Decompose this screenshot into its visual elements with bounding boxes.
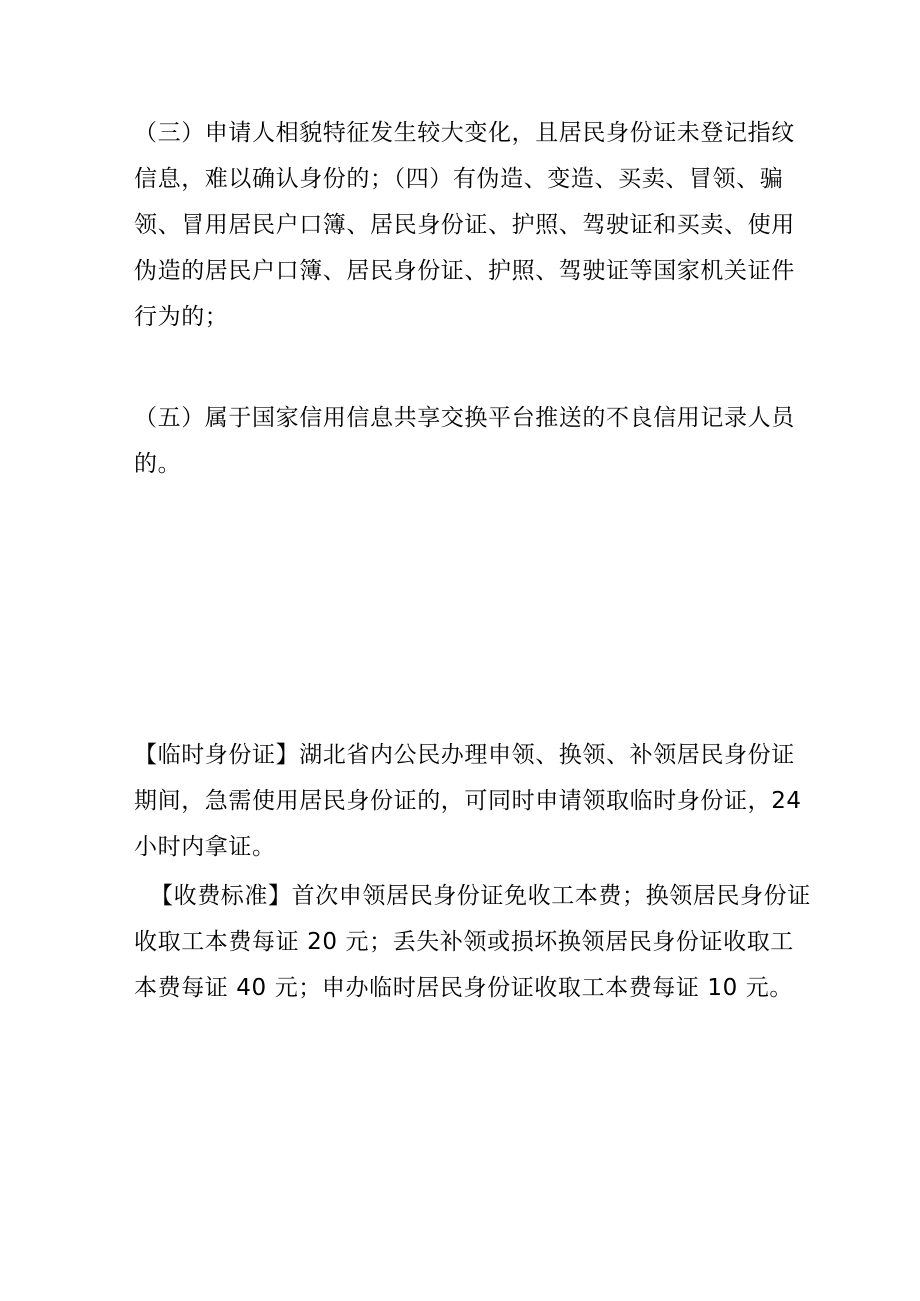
text-line: 收取工本费每证 20 元；丢失补领或损坏换领居民身份证收取工 bbox=[134, 929, 794, 955]
text-line: 期间，急需使用居民身份证的，可同时申请领取临时身份证，24 bbox=[134, 788, 802, 814]
text-line: 伪造的居民户口簿、居民身份证、护照、驾驶证等国家机关证件 bbox=[134, 258, 795, 284]
text-line: 信息，难以确认身份的；（四）有伪造、变造、买卖、冒领、骗 bbox=[134, 166, 784, 192]
text-line: 本费每证 40 元；申办临时居民身份证收取工本费每证 10 元。 bbox=[134, 975, 793, 1001]
text-line: （五）属于国家信用信息共享交换平台推送的不良信用记录人员 bbox=[134, 405, 795, 431]
text-line: （三）申请人相貌特征发生较大变化，且居民身份证未登记指纹 bbox=[134, 120, 795, 146]
text-line: 的。 bbox=[134, 451, 182, 477]
text-line: 领、冒用居民户口簿、居民身份证、护照、驾驶证和买卖、使用 bbox=[134, 212, 795, 238]
text-line: 小时内拿证。 bbox=[134, 834, 276, 860]
text-line: 行为的； bbox=[134, 304, 229, 330]
paragraph-condition-5 bbox=[134, 395, 795, 487]
paragraph-conditions-3-4 bbox=[134, 110, 795, 340]
paragraph-fee-standard bbox=[134, 873, 811, 1011]
paragraph-temporary-id bbox=[134, 732, 802, 870]
text-line: 【临时身份证】湖北省内公民办理申领、换领、补领居民身份证 bbox=[134, 742, 795, 768]
text-line: 【收费标准】首次申领居民身份证免收工本费；换领居民身份证 bbox=[150, 883, 811, 909]
